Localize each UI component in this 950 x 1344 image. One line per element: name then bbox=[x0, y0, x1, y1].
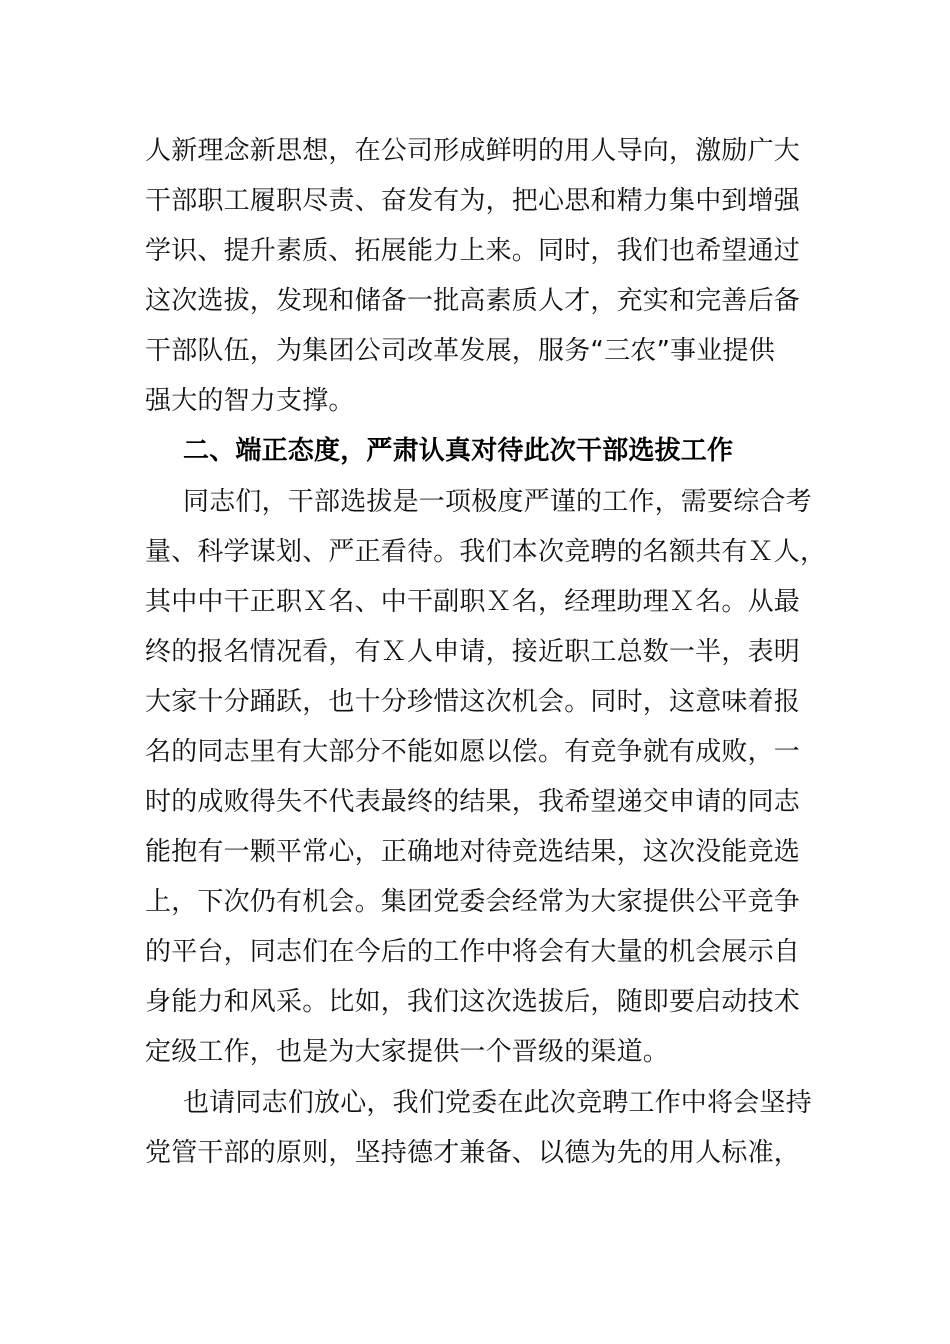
paragraph-line: 其中中干正职Ｘ名、中干副职Ｘ名，经理助理Ｘ名。从最 bbox=[145, 587, 801, 617]
paragraph-line: 量、科学谋划、严正看待。我们本次竞聘的名额共有Ｘ人， bbox=[145, 537, 827, 567]
paragraph-line: 时的成败得失不代表最终的结果，我希望递交申请的同志 bbox=[145, 787, 801, 817]
paragraph-line: 学识、提升素质、拓展能力上来。同时，我们也希望通过 bbox=[145, 236, 801, 266]
section-heading: 二、端正态度，严肃认真对待此次干部选拔工作 bbox=[183, 436, 734, 466]
paragraph-line: 干部队伍，为集团公司改革发展，服务“三农”事业提供 bbox=[145, 336, 775, 366]
paragraph-line: 的平台，同志们在今后的工作中将会有大量的机会展示自 bbox=[145, 937, 801, 967]
paragraph-line: 强大的智力支撑。 bbox=[145, 386, 355, 416]
paragraph-line: 终的报名情况看，有Ｘ人申请，接近职工总数一半，表明 bbox=[145, 637, 801, 667]
paragraph-line: 同志们，干部选拔是一项极度严谨的工作，需要综合考 bbox=[183, 487, 812, 517]
paragraph-line: 定级工作，也是为大家提供一个晋级的渠道。 bbox=[145, 1037, 670, 1067]
paragraph-line: 干部职工履职尽责、奋发有为，把心思和精力集中到增强 bbox=[145, 186, 801, 216]
paragraph-line: 这次选拔，发现和储备一批高素质人才，充实和完善后备 bbox=[145, 286, 801, 316]
paragraph-line: 名的同志里有大部分不能如愿以偿。有竞争就有成败，一 bbox=[145, 737, 801, 767]
paragraph-line: 能抱有一颗平常心，正确地对待竞选结果，这次没能竞选 bbox=[145, 837, 801, 867]
paragraph-line: 上，下次仍有机会。集团党委会经常为大家提供公平竞争 bbox=[145, 887, 801, 917]
paragraph-line: 也请同志们放心，我们党委在此次竞聘工作中将会坚持 bbox=[183, 1088, 812, 1118]
paragraph-line: 大家十分踊跃，也十分珍惜这次机会。同时，这意味着报 bbox=[145, 687, 801, 717]
paragraph-line: 身能力和风采。比如，我们这次选拔后，随即要启动技术 bbox=[145, 987, 801, 1017]
paragraph-line: 人新理念新思想，在公司形成鲜明的用人导向，激励广大 bbox=[145, 136, 801, 166]
paragraph-line: 党管干部的原则，坚持德才兼备、以德为先的用人标准， bbox=[145, 1138, 801, 1168]
